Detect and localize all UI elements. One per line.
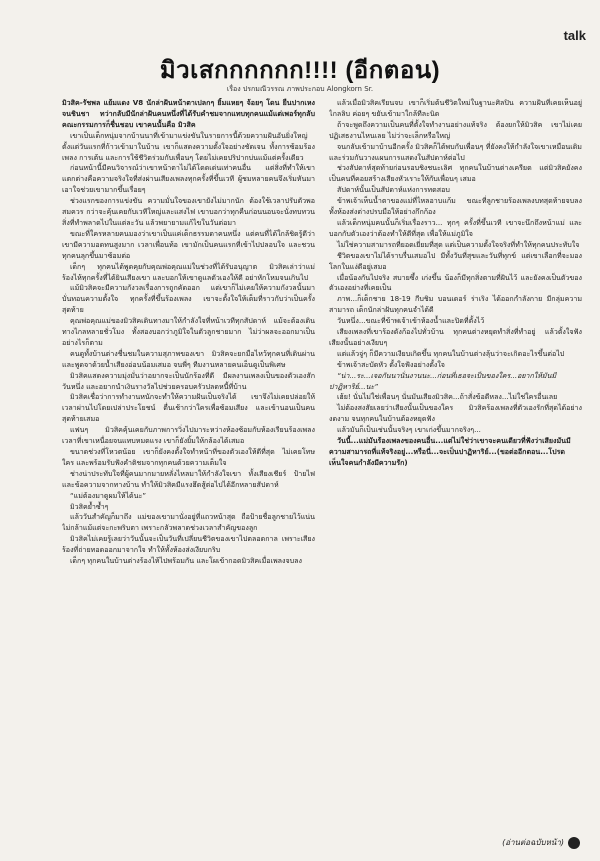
- paragraph: เด็กๆ ทุกคนในบ้านต่างร้องไห้ไปพร้อมกัน และโผเข้ากอดมิวสิคเมื่อเพลงจบลง: [70, 556, 302, 566]
- paragraph: สัปดาห์นั้นเป็นสัปดาห์แห่งการทดสอบ: [337, 185, 450, 195]
- column-right: [329, 98, 582, 834]
- paragraph: จนกลับเข้ามาบ้านอีกครั้ง มิวสิคก็ได้พบกับเพื่อนๆ ที่ยังคงให้กำลังใจเขาเหมือนเดิม และร่วมกันวางแผนการแสดงในสัปดาห์ต่อไป: [329, 141, 582, 162]
- paragraph: แม้มิวสิคจะมีความกังวลเรื่องการถูกคัดออก แต่เขาก็ไม่เคยให้ความกังวลนั้นมาบั่นทอนความตั้งใจ ทุกครั้งที่ขึ้นร้องเพลง เขาจะตั้งใจให้เต็มที่ราวกับว่าเป็นครั้งสุดท้าย: [62, 283, 315, 315]
- paragraph: มิวสิคไม่เคยรู้เลยว่าวันนั้นจะเป็นวันที่เปลี่ยนชีวิตของเขาไปตลอดกาล เพราะเสียงร้องที่ถ่ายทอดออกมาจากใจ ทำให้ทั้งห้องส่งเงียบกริบ: [62, 534, 315, 555]
- article-byline: เรื่อง ปรกมณีวรรณ ภาพประกอบ Alongkorn Sr.: [226, 85, 374, 93]
- paragraph: ไม่ต้องสงสัยเลยว่าเสียงนั้นเป็นของใคร มิวสิคร้องเพลงที่ตัวเองรักที่สุดได้อย่างงดงาม จนทุกคนในบ้านต้องหยุดฟัง: [329, 403, 582, 424]
- paragraph: แล้วเมื่อมิวสิคเรียนจบ เขาก็เริ่มต้นชีวิตใหม่ในฐานะศิลปิน ความฝันที่เคยเห็นอยู่ไกลลิบ ค่อยๆ ขยับเข้ามาใกล้ทีละนิด: [329, 98, 582, 118]
- paragraph: เฮ้ย! นั่นไม่ใช่เพื่อนๆ นั่นมันเสียงมิวสิค...ถ้าสั่งข้อดีหลง...ไม่ใช่ใครอื่นเลย: [337, 392, 558, 402]
- paragraph: แฟนๆ มิวสิคคุ้นเคยกับภาพการวิ่งไปมาระหว่างห้องซ้อมกับห้องเรียนร้องเพลง เวลาที่เขาเหนื่อยจนแทบหมดแรง เขาก็ยังยิ้มให้กล้องได้เสมอ: [62, 425, 315, 446]
- paragraph: ถ้าจะพูดถึงความเป็นคนที่ตั้งใจทำงานอย่างแท้จริง ต้องยกให้มิวสิค เขาไม่เคยปฏิเสธงานไหนเลย ไม่ว่าจะเล็กหรือใหญ่: [329, 119, 582, 140]
- paragraph: ข้าพเจ้าเห็นน้ำตาของแม่ที่ไหลอาบแก้ม ขณะที่ลูกชายร้องเพลงบทสุดท้ายจบลง ทั้งห้องส่งต่างปรบมือให้อย่างกึกก้อง: [329, 196, 582, 217]
- paragraph: ช่างน่าประทับใจที่ผู้คนมากมายหลั่งไหลมาให้กำลังใจเขา ทั้งเสียงเชียร์ ป้ายไฟ และข้อความจากทางบ้าน ทำให้มิวสิคมีแรงฮึดสู้ต่อไปได้อีกหลายสัปดาห์: [62, 468, 315, 489]
- continued-note: [502, 836, 580, 849]
- paragraph: ชีวิตของเขาไม่ได้ราบรื่นเสมอไป มีทั้งวันที่สุขและวันที่ทุกข์ แต่เขาเลือกที่จะมองโลกในแง่ดีอยู่เสมอ: [329, 250, 582, 271]
- paragraph: แล้ววันสำคัญก็มาถึง แม่ของเขามานั่งอยู่ที่แถวหน้าสุด ถือป้ายชื่อลูกชายไว้แน่น ไม่กล้าแม้แต่จะกะพริบตา เพราะกลัวพลาดช่วงเวลาสำคัญของลูก: [62, 512, 315, 533]
- paragraph: เขาเป็นเด็กหนุ่มจากบ้านนาที่เข้ามาแข่งขันในรายการนี้ด้วยความฝันอันยิ่งใหญ่ ตั้งแต่วันแรกที่ก้าวเข้ามาในบ้าน เขาก็แสดงความตั้งใจอย่างชัดเจน ทั้งการซ้อมร้องเพลง การเต้น และการใช้ชีวิตร่วมกับเพื่อนๆ โดยไม่เคยปริปากบ่นแม้แต่ครั้งเดียว: [62, 130, 315, 162]
- paragraph: ก่อนหน้านี้มีคนวิจารณ์ว่าเขาหน้าตาไม่ได้โดดเด่นเท่าคนอื่น แต่สิ่งที่ทำให้เขาแตกต่างคือความจริงใจที่ส่งผ่านเสียงเพลงทุกครั้งที่ขึ้นเวที ผู้ชมหลายคนจึงเริ่มหันมาเอาใจช่วยเขามากขึ้นเรื่อยๆ: [62, 163, 315, 195]
- paragraph: คุณพ่อคุณแม่ของมิวสิคเดินทางมาให้กำลังใจที่หน้าเวทีทุกสัปดาห์ แม้จะต้องเดินทางไกลหลายชั่วโมง ทั้งสองบอกว่าภูมิใจในตัวลูกชายมาก ไม่ว่าผลจะออกมาเป็นอย่างไรก็ตาม: [62, 316, 315, 347]
- paragraph: มิวสิคเชื่อว่าการทำงานหนักจะทำให้ความฝันเป็นจริงได้ เขาจึงไม่เคยปล่อยให้เวลาผ่านไปโดยเปล่าประโยชน์ ตื่นเช้ากว่าใครเพื่อซ้อมเสียง และเข้านอนเป็นคนสุดท้ายเสมอ: [62, 392, 315, 424]
- paragraph: คนดูทั้งบ้านต่างชื่นชมในความสุภาพของเขา มิวสิคจะยกมือไหว้ทุกคนที่เดินผ่าน และพูดจาด้วยน้ำเสียงอ่อนน้อมเสมอ จนพี่ๆ ทีมงานหลายคนเอ็นดูเป็นพิเศษ: [62, 348, 315, 369]
- paragraph: “แม่ต้องมาดูผมให้ได้นะ”: [70, 490, 147, 500]
- paragraph: เด็กๆ ทุกคนได้พูดคุยกับคุณพ่อคุณแม่ในช่วงที่ได้รับอนุญาต มิวสิคเล่าว่าแม่ร้องไห้ทุกครั้งที่ได้ยินเสียงเขา และบอกให้เขาดูแลตัวเองให้ดี อย่าหักโหมจนเกินไป: [62, 261, 315, 282]
- paragraph: เสียงเพลงที่เขาร้องดังก้องไปทั่วบ้าน ทุกคนต่างหยุดทำสิ่งที่ทำอยู่ แล้วตั้งใจฟังเสียงนั้นอย่างเงียบๆ: [329, 327, 582, 347]
- paragraph: แล้วมันก็เป็นเช่นนั้นจริงๆ เขาเก่งขึ้นมากจริงๆ...: [337, 425, 481, 435]
- paragraph: มิวสิค-รัชพล แย้มแดง V8 นักล่าฝันหน้าตาเปลกๆ ยิ้มแหยๆ จ้อยๆ โดน ยืนปากเหงจนชินชา ทว่ากลับมีนักล่าฝันคนหนึ่งที่ได้รับคำชมจากแทบทุกคนแม้แต่เพอร์ทุกลับ คณะกรรมการก็ชื่นชอบ เขาคนนั้นคือ มิวสิค: [62, 98, 315, 129]
- paragraph: ข้าพเจ้าสะบัดหัว ตั้งใจฟังอย่างตั้งใจ: [337, 359, 445, 369]
- logo-mark-icon: [568, 837, 580, 849]
- paragraph: เมื่อน้องกันไปจริง สบายซึ้ง เก่งขึ้น น้องก็มีทุกสิ่งตามที่ฝันไว้ และยังคงเป็นตัวของตัวเองอย่างที่เคยเป็น: [329, 272, 582, 293]
- paragraph: ภาพ...ก็เด็กชาย 18-19 กีบชิม บอนเดอร์ ร่าเริง ได้ออกกำลังกาย มีกลุ่มความสามารถ เด็กนักล่าฝันทุกคนจำได้ดี: [329, 294, 582, 315]
- section-tag: talk: [563, 28, 586, 43]
- paragraph: ไม่ใช่ความสามารถที่ยอดเยี่ยมที่สุด แต่เป็นความตั้งใจจริงที่ทำให้ทุกคนประทับใจ: [337, 239, 580, 249]
- paragraph: ขณะที่ใครหลายคนมองว่าเขาเป็นแค่เด็กธรรมดาคนหนึ่ง แต่คนที่ได้ใกล้ชิดรู้ดีว่าเขามีความอดทนสูงมาก เวลาเพื่อนท้อ เขามักเป็นคนแรกที่เข้าไปปลอบใจ และชวนทุกคนลุกขึ้นมาซ้อมต่อ: [62, 228, 315, 260]
- paragraph: ช่วงแรกของการแข่งขัน ความมั่นใจของเขายังไม่มากนัก ต้องใช้เวลาปรับตัวพอสมควร กว่าจะคุ้นเคยกับเวทีใหญ่และแสงไฟ เขาบอกว่าทุกคืนก่อนนอนจะนั่งทบทวนสิ่งที่ทำพลาดไปในแต่ละวัน แล้วพยายามแก้ไขในวันต่อมา: [62, 196, 315, 227]
- paragraph: แล้วเด็กหนุ่มคนนั้นก็เริ่มเรื่องราว... ทุกๆ ครั้งที่ขึ้นเวที เขาจะนึกถึงหน้าแม่ และบอกกับตัวเองว่าต้องทำให้ดีที่สุด เพื่อให้แม่ภูมิใจ: [329, 217, 582, 238]
- paragraph: วันหนึ่ง...ขณะที่ข้าพเจ้าเข้าห้องน้ำและปิดที่ตั้งไว้: [337, 316, 485, 326]
- closing-paragraph: วันนี้...แม่มันร้องเพลงของคนอื่น...แต่ไม่ใช่ว่าเขาจะคนเดียวที่ฟังว่าเสียงมันมีความสามารถที่แท้จริงอยู่...หรือนี่...จะเป็นปาฏิหาริย์...(ขอต่ออีกตอน...โปรดเห็นใจคนกำลังมีความรัก): [329, 436, 571, 467]
- column-left: [62, 98, 315, 834]
- quote-paragraph: “น่า...ระ...เจอกันนานั่นงานนะ...ก่อนที่เธอจะเป็นของใคร...อยากให้มันมีปาฏิหาริย์...นะ”: [329, 370, 557, 391]
- paragraph: ขนาดช่วงที่โหวตน้อย เขาก็ยังคงตั้งใจทำหน้าที่ของตัวเองให้ดีที่สุด ไม่เคยโทษใคร และพร้อมรับฟังคำติชมจากทุกคนด้วยความเต็มใจ: [62, 447, 315, 467]
- article-title: มิวเสกกกกกก!!!! (อีกตอน): [159, 57, 441, 84]
- paragraph: แต่แล้วจู่ๆ ก็มีความเงียบเกิดขึ้น ทุกคนในบ้านต่างลุ้นว่าจะเกิดอะไรขึ้นต่อไป: [337, 348, 565, 358]
- paragraph: มิวสิคแสดงความมุ่งมั่นว่าอยากจะเป็นนักร้องที่ดี มีผลงานเพลงเป็นของตัวเองสักวันหนึ่ง และอยากนำเงินรางวัลไปช่วยครอบครัวปลดหนี้ที่บ้าน: [62, 370, 315, 391]
- paragraph: ช่วงสัปดาห์สุดท้ายก่อนรอบชิงชนะเลิศ ทุกคนในบ้านต่างเครียด แต่มิวสิคยังคงเป็นคนที่คอยสร้างเสียงหัวเราะให้กับเพื่อนๆ เสมอ: [329, 163, 582, 184]
- continued-text: (อ่านต่อฉบับหน้า): [502, 838, 564, 847]
- article-body: [62, 98, 582, 834]
- paragraph: มิวสิคย้ำซ้ำๆ: [70, 501, 109, 511]
